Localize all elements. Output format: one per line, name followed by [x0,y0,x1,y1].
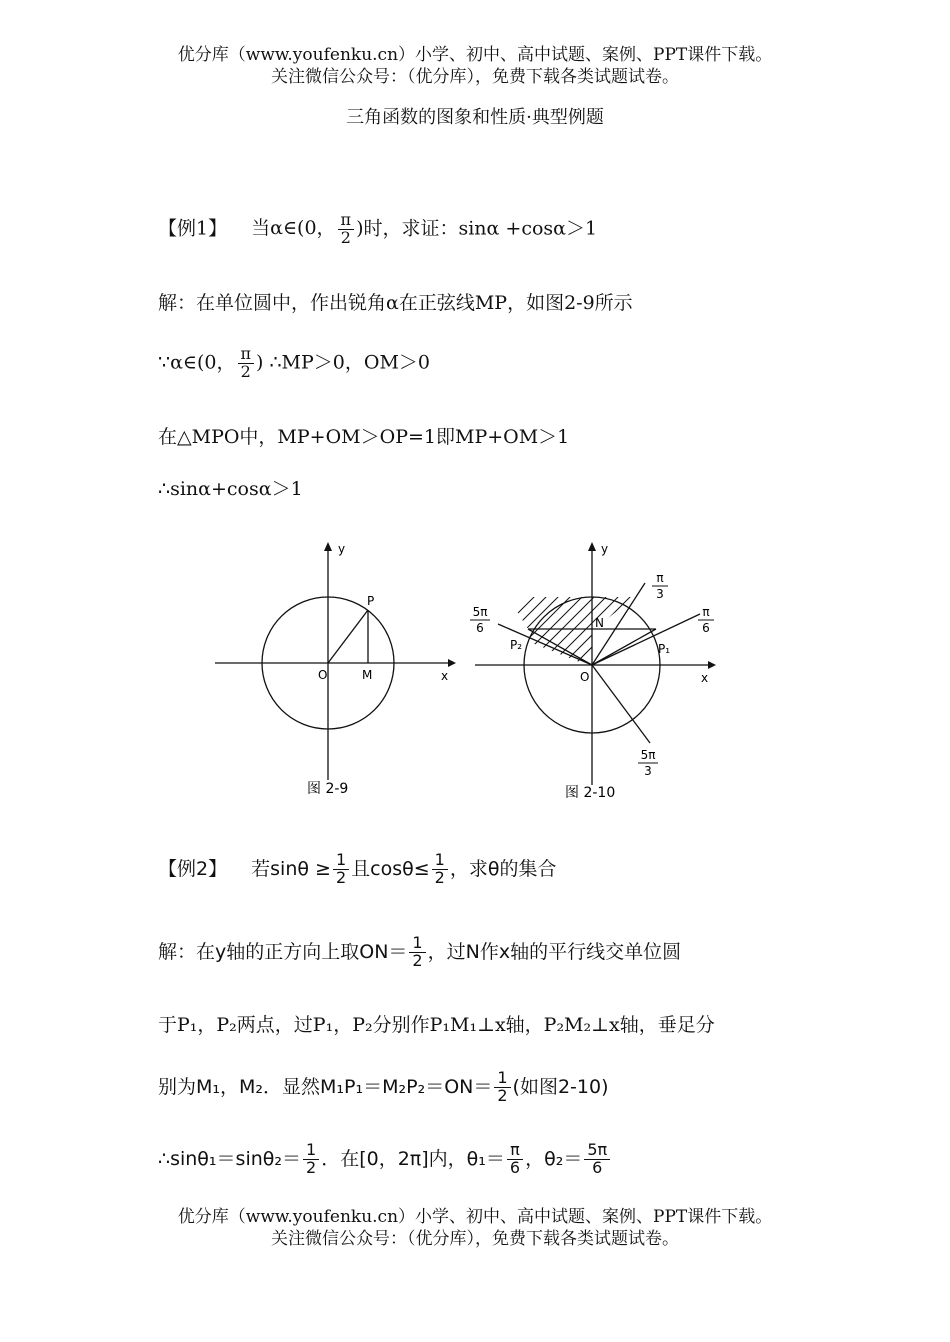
label-pi-6-num: π [702,605,710,619]
label-5pi-6-den: 6 [476,621,484,635]
figure-2-10 [460,535,730,810]
solution-2-line-4-mid2: ，θ₂＝ [525,1147,583,1170]
figure-2-10-caption: 图 2-10 [565,785,616,801]
ray-op1 [592,629,656,665]
label-pi-6-den: 6 [702,621,710,635]
solution-1-line-2-post: ) ∴MP＞0，OM＞0 [256,351,431,374]
fraction-one-half: $\frac{1}{2}$ [409,935,425,970]
label-p1: P₁ [658,642,671,656]
shaded-region [466,585,654,665]
solution-2-line-2: 于P₁，P₂两点，过P₁，P₂分别作P₁M₁⊥x轴，P₂M₂⊥x轴，垂足分 [158,1014,715,1036]
label-5pi-3-num: 5π [640,748,656,762]
example-2-pre: 若sinθ ≥ [251,857,331,880]
ray-5pi-3 [592,665,650,743]
example-2-label: 【例2】 [158,857,228,880]
example-1-label: 【例1】 [158,217,228,240]
x-arrow-icon [708,661,716,669]
solution-2-line-4-mid: ．在[0，2π]内，θ₁＝ [321,1147,505,1170]
solution-2-line-3 [158,1070,609,1105]
label-y: y [601,542,609,556]
fraction-one-half: $\frac{1}{2}$ [494,1070,510,1105]
y-arrow-icon [588,542,596,551]
figure-2-9-caption: 图 2-9 [307,781,349,797]
y-arrow-icon [324,542,332,551]
solution-2-line-1 [158,935,681,970]
example-2 [158,852,556,887]
fraction-5pi-over-6: $\frac{5\pi}{6}$ [584,1142,610,1177]
label-x: x [441,669,449,683]
example-2-post: ，求θ的集合 [449,857,557,880]
x-arrow-icon [448,659,456,667]
label-pi-3-num: π [656,571,664,585]
example-2-mid: 且cosθ≤ [351,857,430,880]
example-1-post: )时，求证：sinα +cosα＞1 [356,217,598,240]
solution-1-line-1: 解：在单位圆中，作出锐角α在正弦线MP，如图2-9所示 [158,292,633,314]
example-1-pre: 当α∈(0， [251,217,336,240]
fraction-pi-over-2: $\frac{\pi}{2}$ [338,212,355,247]
label-x: x [701,671,709,685]
fraction-pi-over-6: $\frac{\pi}{6}$ [507,1142,523,1177]
label-pi-3-den: 3 [656,587,664,601]
fraction-one-half: $\frac{1}{2}$ [333,852,349,887]
solution-2-line-1-post: ，过N作x轴的平行线交单位圆 [427,940,682,963]
solution-1-line-4: ∴sinα+cosα＞1 [158,478,303,500]
solution-2-line-3-post: (如图2-10) [512,1075,609,1098]
segment-op [328,610,368,663]
figure-2-9 [210,535,460,805]
solution-2-line-1-pre: 解：在y轴的正方向上取ON＝ [158,940,408,963]
ray-op2 [528,629,592,665]
solution-1-line-2 [158,346,430,381]
solution-2-line-3-pre: 别为M₁，M₂．显然M₁P₁＝M₂P₂＝ON＝ [158,1075,493,1098]
solution-1-line-2-pre: ∵α∈(0， [158,351,236,374]
label-o: O [318,668,328,682]
label-p: P [367,594,375,608]
fraction-one-half: $\frac{1}{2}$ [432,852,448,887]
label-y: y [338,542,346,556]
label-m: M [362,668,373,682]
solution-2-line-4 [158,1142,612,1177]
solution-1-line-3: 在△MPO中，MP+OM＞OP=1即MP+OM＞1 [158,426,570,448]
document-title: 三角函数的图象和性质·典型例题 [346,107,604,128]
footer-line-1: 优分库（www.youfenku.cn）小学、初中、高中试题、案例、PPT课件下载。 [177,1207,773,1227]
example-1 [158,212,597,247]
fraction-pi-over-2: $\frac{\pi}{2}$ [238,346,255,381]
label-o: O [580,670,590,684]
fraction-one-half: $\frac{1}{2}$ [303,1142,319,1177]
solution-2-line-4-pre: ∴sinθ₁＝sinθ₂＝ [158,1147,302,1170]
label-5pi-6-num: 5π [472,605,488,619]
header-line-2: 关注微信公众号：（优分库），免费下载各类试题试卷。 [271,67,679,87]
label-5pi-3-den: 3 [644,764,652,778]
label-n: N [595,616,604,630]
footer-line-2: 关注微信公众号：（优分库），免费下载各类试题试卷。 [271,1229,679,1249]
header-line-1: 优分库（www.youfenku.cn）小学、初中、高中试题、案例、PPT课件下载。 [177,45,773,65]
label-p2: P₂ [510,638,523,652]
